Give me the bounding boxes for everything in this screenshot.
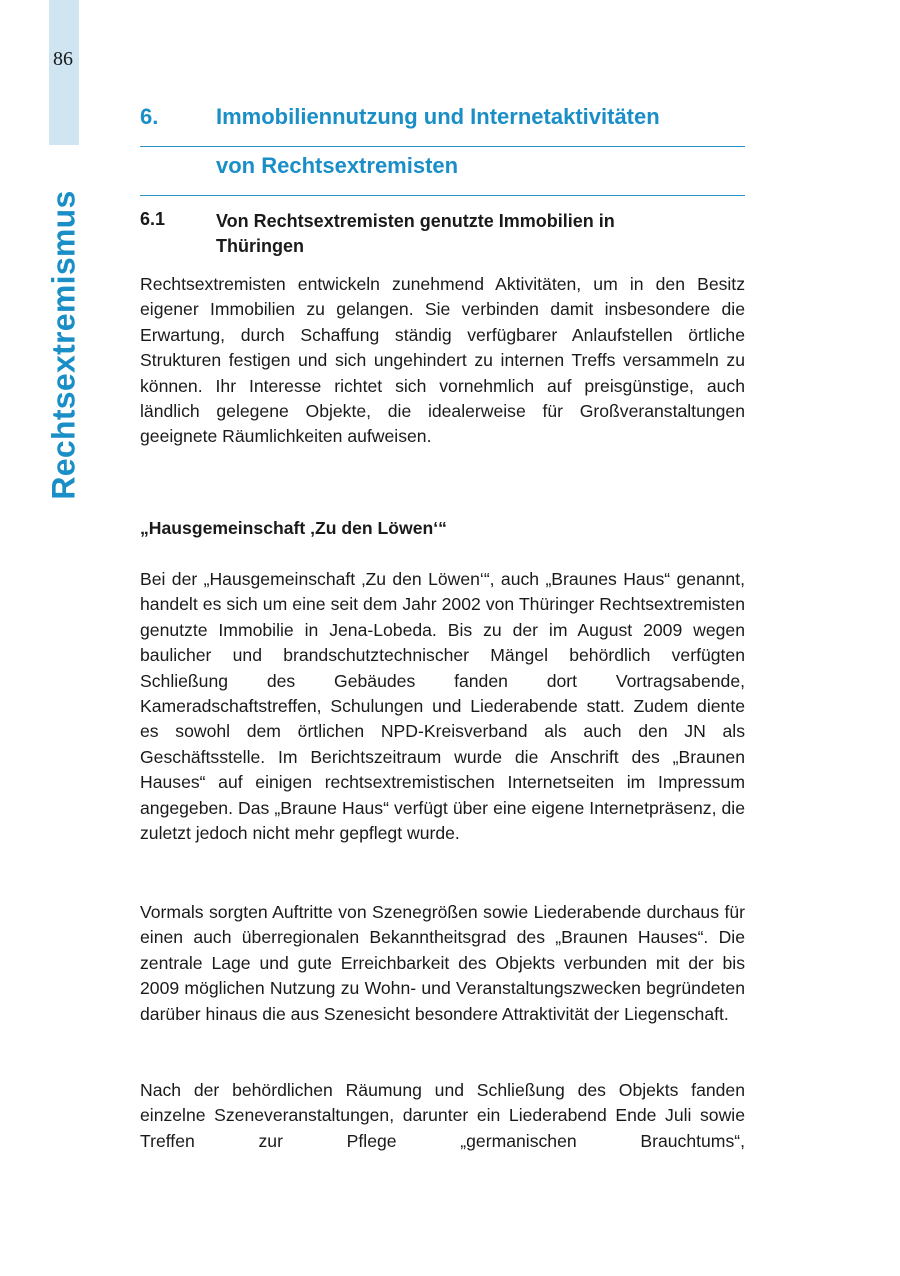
chapter-title-line-2: von Rechtsextremisten <box>216 153 459 178</box>
paragraph-braunes-haus: Bei der „Hausgemeinschaft ‚Zu den Löwen‘“, auch „Braunes Haus“ genannt, handelt es sich um eine seit dem Jahr 2002 von Thüringer Rechtsextremisten genutzte Immobilie in Jena-Lobeda. Bis zu der im August 2009 wegen baulicher und brandschutztechnischer Mängel behördlich verfügten Schließung des Gebäudes fanden dort Vortragsabende, Kameradschaftstreffen, Schulungen und Liederabende statt. Zudem diente es sowohl dem örtlichen NPD-Kreisverband als auch den JN als Geschäftsstelle. Im Berichtszeitraum wurde die Anschrift des „Braunen Hauses“ auf einigen rechtsextremistischen Internetseiten im Impressum angegeben. Das „Braune Haus“ verfügt über eine eigene Internetpräsenz, die zuletzt jedoch nicht mehr gepflegt wurde. <box>140 569 745 844</box>
chapter-heading-line-1 <box>140 102 745 147</box>
subheading-hausgemeinschaft: „Hausgemeinschaft ‚Zu den Löwen‘“ <box>140 518 447 538</box>
chapter-heading <box>140 102 745 196</box>
section-number: 6.1 <box>140 209 166 229</box>
paragraph-intro: Rechtsextremisten entwickeln zunehmend Aktivitäten, um in den Besitz eigener Immobilien zu gelangen. Sie verbinden damit insbesondere die Erwartung, durch Schaffung ständig verfügbarer Anlaufstellen örtliche Strukturen festigen und sich ungehindert zu internen Treffs versammeln zu können. Ihr Interesse richtet sich vornehmlich auf preisgünstige, auch ländlich gelegene Objekte, die idealerweise für Großveranstaltungen geeignete Räumlichkeiten aufweisen. <box>140 274 745 447</box>
chapter-heading-line-2 <box>140 151 745 196</box>
side-section-label: Rechtsextremismus <box>45 190 82 500</box>
section-title: Von Rechtsextremisten genutzte Immobilien in Thüringen <box>216 211 615 256</box>
side-bar-tab <box>49 0 79 145</box>
paragraph-szenegroessen: Vormals sorgten Auftritte von Szenegrößen sowie Liederabende durchaus für einen auch überregionalen Bekanntheitsgrad des „Braunen Hauses“. Die zentrale Lage und gute Erreichbarkeit des Objekts verbunden mit der bis 2009 möglichen Nutzung zu Wohn- und Veranstaltungszwecken begründeten darüber hinaus die aus Szenesicht besondere Attraktivität der Liegenschaft. <box>140 902 745 1024</box>
chapter-title-line-1: Immobiliennutzung und Internetaktivitäten <box>216 104 660 129</box>
chapter-number: 6. <box>140 104 159 129</box>
page-number: 86 <box>53 48 73 70</box>
paragraph-raeumung: Nach der behördlichen Räumung und Schließung des Objekts fanden einzelne Szeneveranstaltungen, darunter ein Liederabend Ende Juli sowie Treffen zur Pflege „germanischen Brauchtums“, <box>140 1080 745 1151</box>
